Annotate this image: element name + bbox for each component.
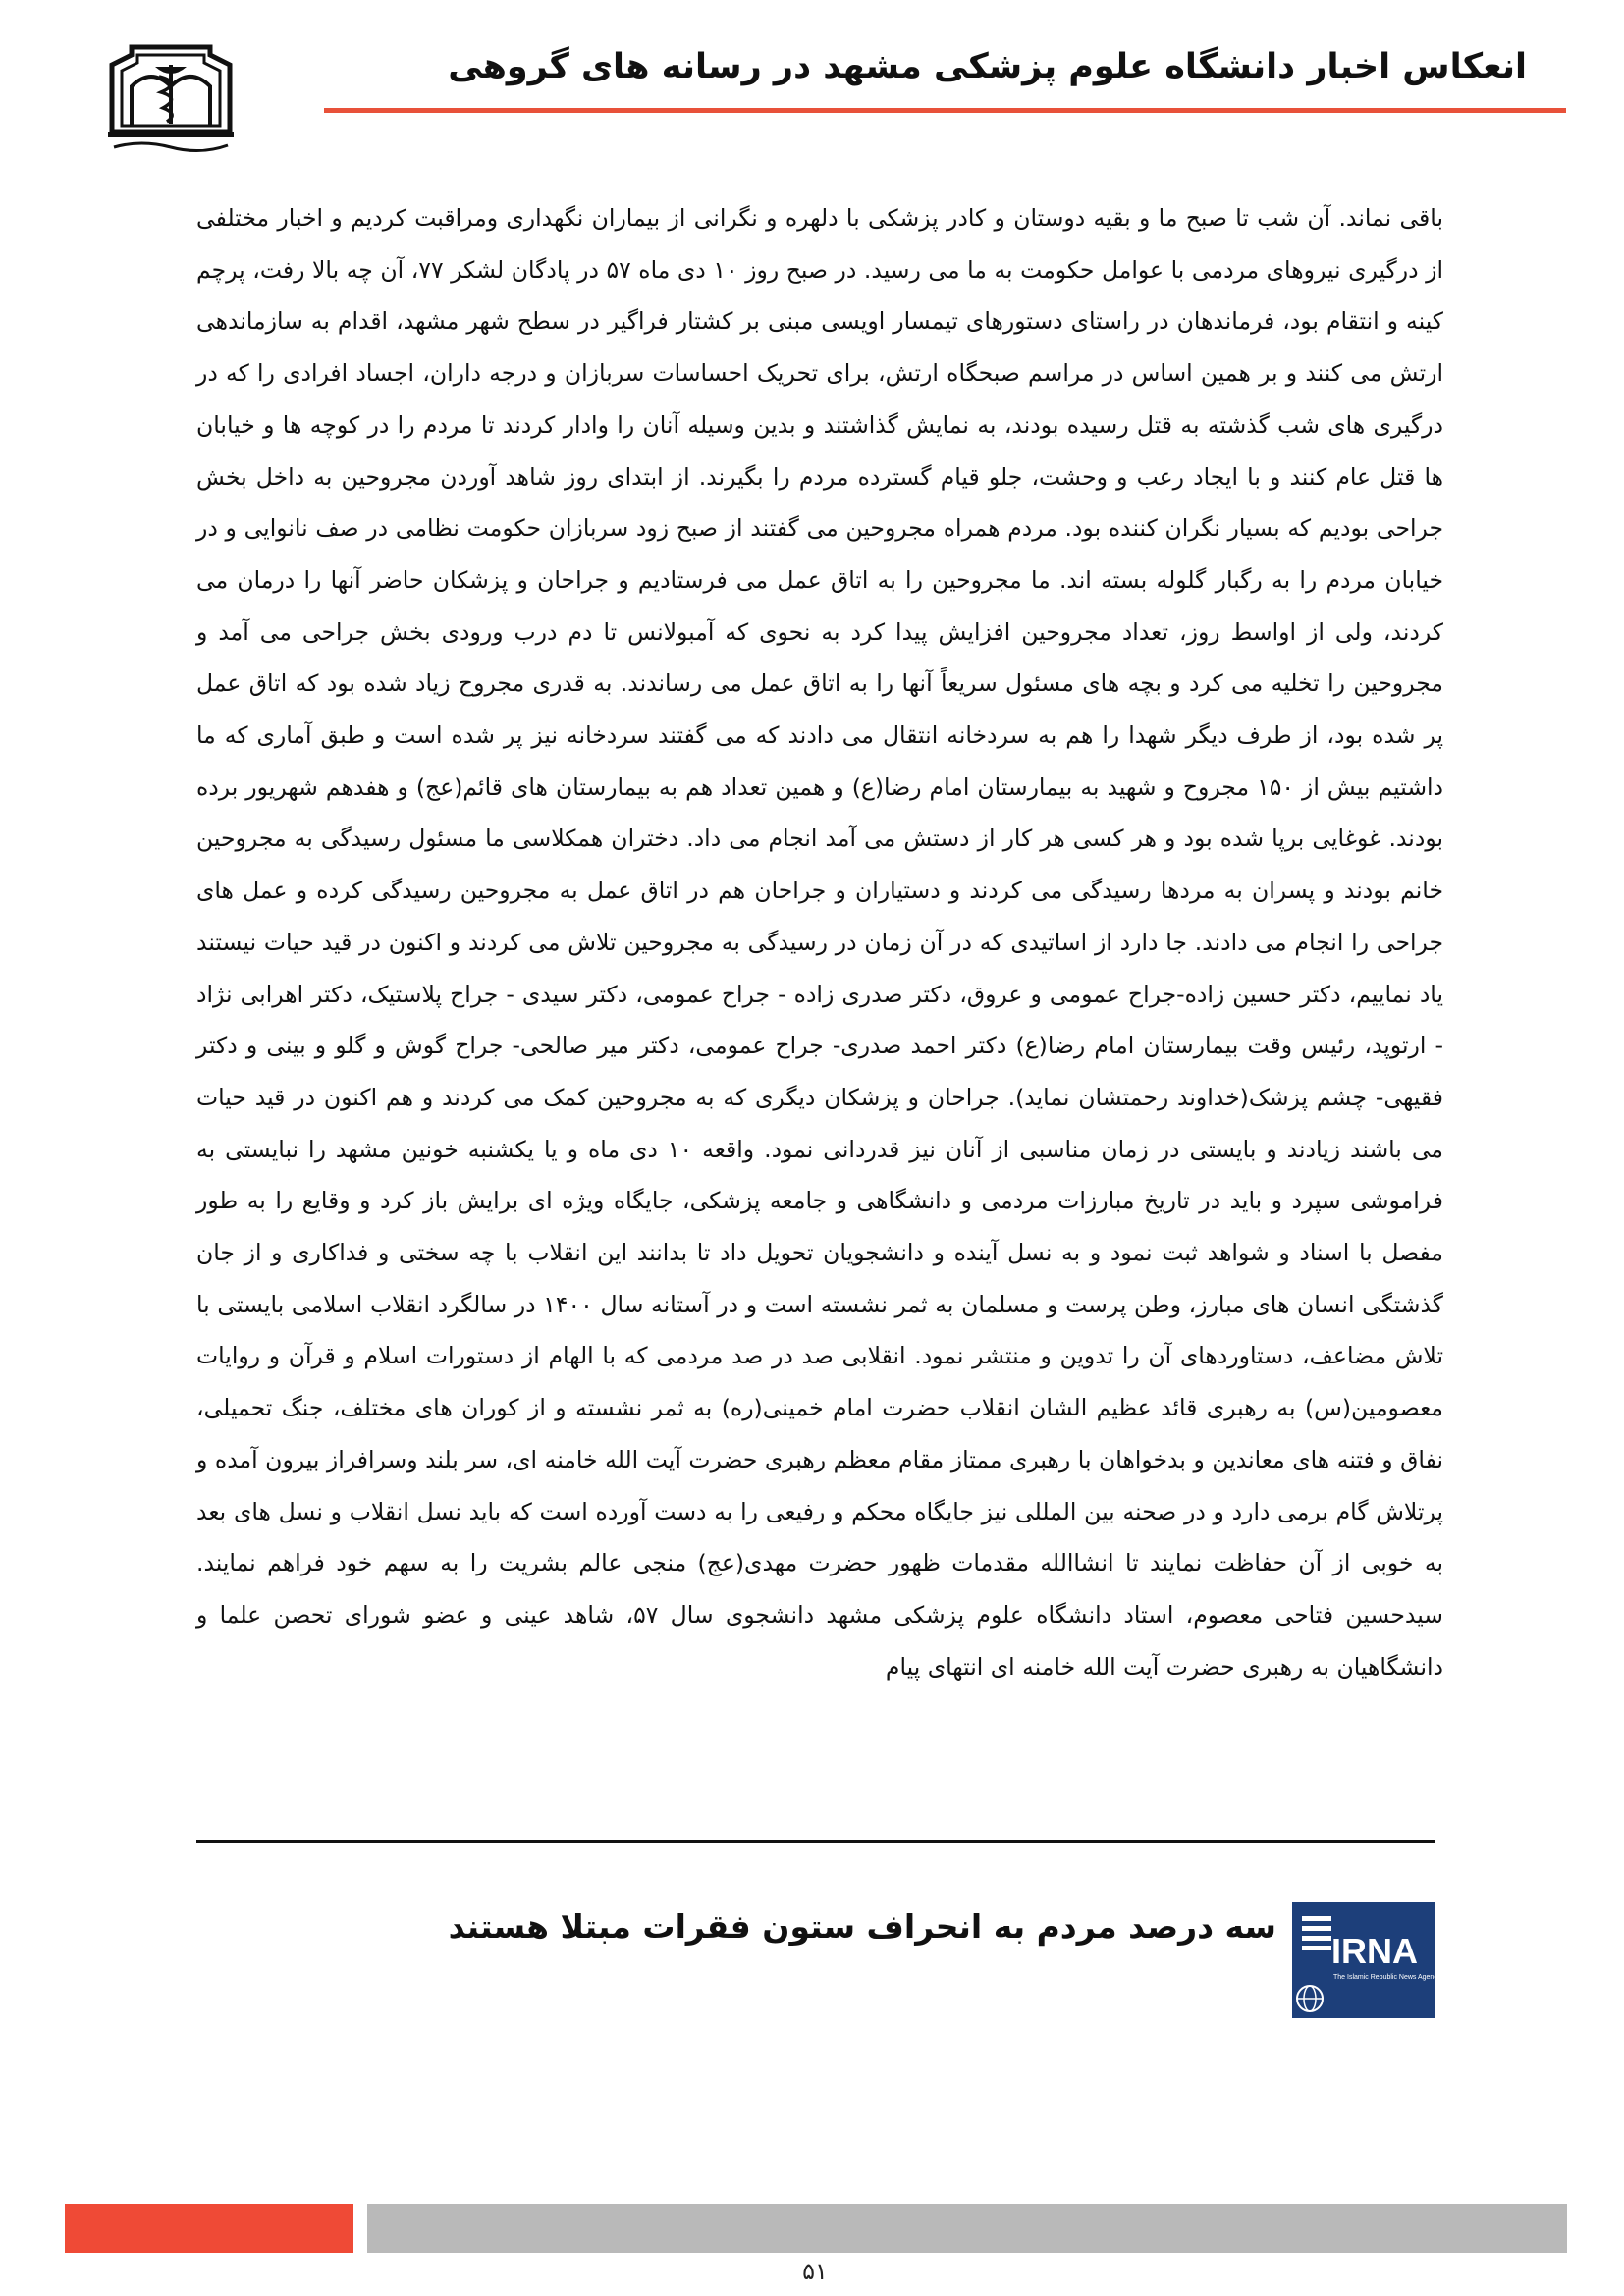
footer-bar: [367, 2204, 1567, 2253]
irna-logo-icon: [1292, 1902, 1435, 2018]
article-body: [196, 192, 1443, 1692]
header-title: انعکاس اخبار دانشگاه علوم پزشکی مشهد در رسانه های گروهی: [448, 47, 1527, 86]
university-seal-icon: [102, 37, 240, 167]
header-divider: [324, 108, 1566, 113]
news-headline: سه درصد مردم به انحراف ستون فقرات مبتلا هستند: [448, 1907, 1276, 1946]
section-divider: [196, 1840, 1435, 1843]
footer-accent-bar: [65, 2204, 353, 2253]
page-number: ۵۱: [802, 2258, 828, 2285]
article-paragraph: باقی نماند. آن شب تا صبح ما و بقیه دوستان و کادر پزشکی با دلهره و نگرانی از بیماران نگهداری ومراقبت کردیم و اخبار مختلفی از درگیری نیروهای مردمی با عوامل حکومت به ما می رسید. در صبح روز ۱۰ دی ماه ۵۷ در پادگان لشکر ۷۷، آن چه بالا رفت، پرچم کینه و انتقام بود، فرماندهان در راستای دستورهای تیمسار اویسی مبنی بر کشتار فراگیر در سطح شهر مشهد، اقدام به سازماندهی ارتش می کنند و بر همین اساس در مراسم صبحگاه ارتش، برای تحریک احساسات سربازان و درجه داران، اجساد افرادی را که در درگیری های شب گذشته به قتل رسیده بودند، به نمایش گذاشتند و بدین وسیله آنان را وادار کردند تا مردم را در کوچه ها و خیابان ها قتل عام کنند و با ایجاد رعب و وحشت، جلو قیام گسترده مردم را بگیرند. از ابتدای روز شاهد آوردن مجروحین به داخل بخش جراحی بودیم که بسیار نگران کننده بود. مردم همراه مجروحین می گفتند از صبح زود سربازان حکومت نظامی در صف نانوایی و در خیابان مردم را به رگبار گلوله بسته اند. ما مجروحین را به اتاق عمل می فرستادیم و جراحان و پزشکان حاضر آنها را درمان می کردند، ولی از اواسط روز، تعداد مجروحین افزایش پیدا کرد به نحوی که آمبولانس تا دم درب ورودی بخش جراحی می آمد و مجروحین را تخلیه می کرد و بچه های مسئول سریعاً آنها را به اتاق عمل می رساندند. به قدری مجروح زیاد شده بود که اتاق عمل پر شده بود، از طرف دیگر شهدا را هم به سردخانه انتقال می دادند که می گفتند سردخانه نیز پر شده است و طبق آماری که ما داشتیم بیش از ۱۵۰ مجروح و شهید به بیمارستان امام رضا(ع) و همین تعداد هم به بیمارستان های قائم(عج) و هفدهم شهریور برده بودند. غوغایی برپا شده بود و هر کسی هر کار از دستش می آمد انجام می داد. دختران همکلاسی ما مسئول رسیدگی به مجروحین خانم بودند و پسران به مردها رسیدگی می کردند و دستیاران و جراحان هم در اتاق عمل به مجروحین رسیدگی کرده و عمل های جراحی را انجام می دادند. جا دارد از اساتیدی که در آن زمان در رسیدگی به مجروحین تلاش می کردند و اکنون در قید حیات نیستند یاد نماییم، دکتر حسین زاده-جراح عمومی و عروق، دکتر صدری زاده - جراح عمومی، دکتر سیدی - جراح پلاستیک، دکتر اهرابی نژاد - ارتوپد، رئیس وقت بیمارستان امام رضا(ع) دکتر احمد صدری- جراح عمومی، دکتر میر صالحی- جراح گوش و گلو و بینی و دکتر فقیهی- چشم پزشک(خداوند رحمتشان نماید). جراحان و پزشکان دیگری که به مجروحین کمک می کردند و هم اکنون در قید حیات می باشند زیادند و بایستی در زمان مناسبی از آنان نیز قدردانی نمود. واقعه ۱۰ دی ماه و یا یکشنبه خونین مشهد را نبایستی به فراموشی سپرد و باید در تاریخ مبارزات مردمی و دانشگاهی و جامعه پزشکی، جایگاه ویژه ای برایش باز کرد و وقایع را به طور مفصل با اسناد و شواهد ثبت نمود و به نسل آینده و دانشجویان تحویل داد تا بدانند این انقلاب با چه سختی و فداکاری و از جان گذشتگی انسان های مبارز، وطن پرست و مسلمان به ثمر نشسته است و در آستانه سال ۱۴۰۰ در سالگرد انقلاب اسلامی بایستی با تلاش مضاعف، دستاوردهای آن را تدوین و منتشر نمود. انقلابی صد در صد مردمی که با الهام از دستورات اسلام و قرآن و روایات معصومین(س) به رهبری قائد عظیم الشان انقلاب حضرت امام خمینی(ره) به ثمر نشسته و از کوران های مختلف، جنگ تحمیلی، نفاق و فتنه های معاندین و بدخواهان با رهبری ممتاز مقام معظم رهبری حضرت آیت الله خامنه ای، سر بلند وسرافراز بیرون آمده و پرتلاش گام برمی دارد و در صحنه بین المللی نیز جایگاه محکم و رفیعی را به دست آورده است که باید نسل انقلاب و نسل های بعد به خوبی از آن حفاظت نمایند تا انشاالله مقدمات ظهور حضرت مهدی(عج) منجی عالم بشریت را به سهم خود فراهم نمایند. سیدحسین فتاحی معصوم، استاد دانشگاه علوم پزشکی مشهد دانشجوی سال ۵۷، شاهد عینی و عضو شورای تحصن علما و دانشگاهیان به رهبری حضرت آیت الله خامنه ای انتهای پیام: [196, 204, 1444, 1681]
irna-logo-text: IRNA: [1331, 1931, 1418, 1971]
irna-logo-subtext: The Islamic Republic News Agency: [1333, 1974, 1435, 1981]
